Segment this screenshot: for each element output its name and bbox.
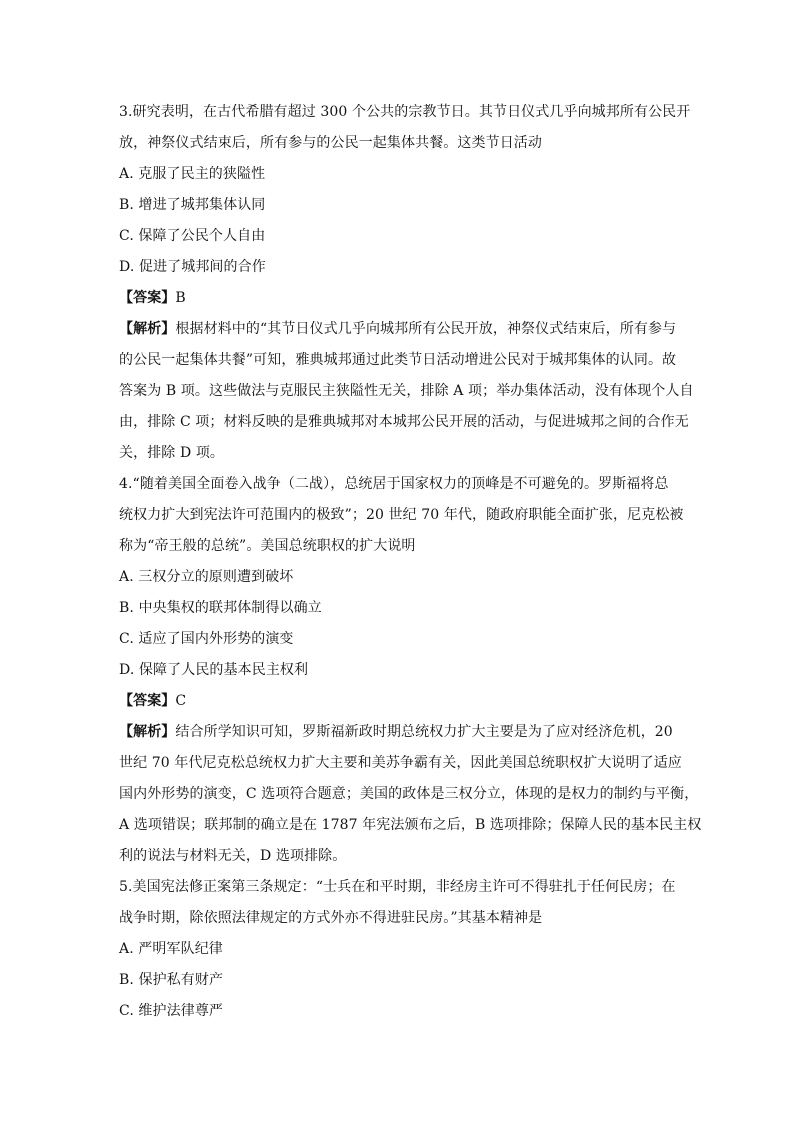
option-b: B. 增进了城邦集体认同 xyxy=(119,197,266,213)
question-stem-line: 称为“帝王般的总统”。美国总统职权的扩大说明 xyxy=(119,538,416,554)
option-c: C. 维护法律尊严 xyxy=(119,1003,224,1019)
question-stem-line: 4.“随着美国全面卷入战争（二战），总统居于国家权力的顶峰是不可避免的。罗斯福将总 xyxy=(119,476,669,492)
option-a: A. 严明军队纪律 xyxy=(119,941,223,957)
analysis-line: 国内外形势的演变，C 选项符合题意；美国的政体是三权分立，体现的是权力的制约与平衡， xyxy=(119,786,699,802)
option-d: D. 保障了人民的基本民主权利 xyxy=(119,662,309,678)
answer-label: 【答案】 xyxy=(119,290,176,306)
question-stem-line: 统权力扩大到宪法许可范围内的极致”；20 世纪 70 年代，随政府职能全面扩张，尼克松被 xyxy=(119,507,684,523)
question-3 xyxy=(119,97,694,469)
question-4 xyxy=(119,469,702,872)
analysis-line: 的公民一起集体共餐”可知，雅典城邦通过此类节日活动增进公民对于城邦集体的认同。故 xyxy=(119,352,677,368)
analysis-line xyxy=(119,717,679,748)
question-stem-line: 战争时期，除依照法律规定的方式外亦不得进驻民房。”其基本精神是 xyxy=(119,910,543,926)
question-stem-line: 3.研究表明，在古代希腊有超过 300 个公共的宗教节日。其节日仪式几乎向城邦所有公民开 xyxy=(119,104,691,120)
analysis-label: 【解析】 xyxy=(119,724,176,740)
analysis-label: 【解析】 xyxy=(119,321,176,337)
option-b: B. 保护私有财产 xyxy=(119,972,224,988)
analysis-text: 结合所学知识可知，罗斯福新政时期总统权力扩大主要是为了应对经济危机，20 xyxy=(175,724,673,740)
question-stem-line: 5.美国宪法修正案第三条规定：“士兵在和平时期，非经房主许可不得驻扎于任何民房；在 xyxy=(119,879,676,895)
analysis-line: A 选项错误；联邦制的确立是在 1787 年宪法颁布之后，B 选项排除；保障人民的基本民主权 xyxy=(119,817,702,833)
document-page xyxy=(119,97,702,1027)
analysis-line: 世纪 70 年代尼克松总统权力扩大主要和美苏争霸有关，因此美国总统职权扩大说明了适应 xyxy=(119,755,682,771)
option-a: A. 克服了民主的狭隘性 xyxy=(119,166,266,182)
answer-line xyxy=(119,283,679,314)
analysis-line xyxy=(119,314,679,345)
question-stem-line: 放，神祭仪式结束后，所有参与的公民一起集体共餐。这类节日活动 xyxy=(119,135,542,151)
answer-line xyxy=(119,686,679,717)
analysis-line: 关，排除 D 项。 xyxy=(119,445,225,461)
option-a: A. 三权分立的原则遭到破坏 xyxy=(119,569,294,585)
answer-value: B xyxy=(175,290,186,306)
option-c: C. 适应了国内外形势的演变 xyxy=(119,631,294,647)
analysis-text: 根据材料中的“其节日仪式几乎向城邦所有公民开放，神祭仪式结束后，所有参与 xyxy=(175,321,677,337)
option-d: D. 促进了城邦间的合作 xyxy=(119,259,266,275)
question-5 xyxy=(119,872,679,1027)
analysis-line: 答案为 B 项。这些做法与克服民主狭隘性无关，排除 A 项；举办集体活动，没有体现个人自 xyxy=(119,383,694,399)
analysis-line: 由，排除 C 项；材料反映的是雅典城邦对本城邦公民开展的活动，与促进城邦之间的合作无 xyxy=(119,414,689,430)
answer-value: C xyxy=(175,693,187,709)
analysis-line: 利的说法与材料无关，D 选项排除。 xyxy=(119,848,347,864)
option-b: B. 中央集权的联邦体制得以确立 xyxy=(119,600,322,616)
option-c: C. 保障了公民个人自由 xyxy=(119,228,266,244)
answer-label: 【答案】 xyxy=(119,693,176,709)
